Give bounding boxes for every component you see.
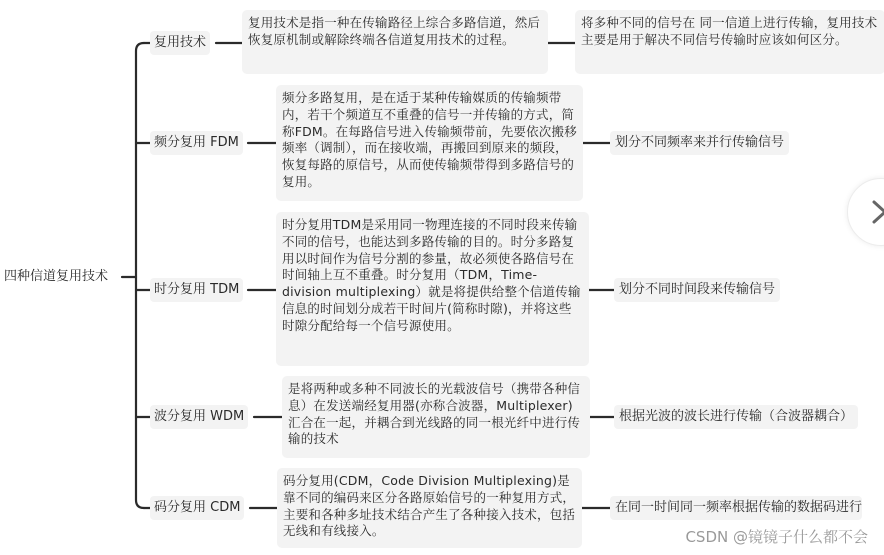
leaf-tdm[interactable]: 划分不同时间段来传输信号: [614, 278, 780, 302]
root-node[interactable]: 四种信道复用技术: [4, 269, 109, 284]
desc-fdm[interactable]: 频分多路复用，是在适于某种传输媒质的传输频带内，若干个频道互不重叠的信号一并传输的方式，简称FDM。在每路信号进入传输频带前，先要依次搬移频率（调制），而在接收端，再搬回到原来的频段，恢复每路的原信号，从而使传输频带得到多路信号的复用。: [276, 85, 583, 201]
next-nav-button[interactable]: [847, 178, 884, 246]
branch-fdm[interactable]: 频分复用 FDM: [150, 131, 243, 155]
branch-tdm[interactable]: 时分复用 TDM: [150, 278, 243, 302]
branch-cdm[interactable]: 码分复用 CDM: [150, 496, 244, 520]
desc-wdm[interactable]: 是将两种或多种不同波长的光载波信号（携带各种信息）在发送端经复用器(亦称合波器，Multiplexer)汇合在一起，并耦合到光线路的同一根光纤中进行传输的技术: [282, 376, 590, 458]
desc-tdm[interactable]: 时分复用TDM是采用同一物理连接的不同时段来传输不同的信号，也能达到多路传输的目的。时分多路复用以时间作为信号分割的参量，故必须使各路信号在时间轴上互不重叠。时分复用（TDM，Time-division multiplexing）就是将提供给整个信道传输信息的时间划分成若干时间片(简称时隙)，并将这些时隙分配给每一个信号源使用。: [276, 212, 589, 366]
desc-multiplexing[interactable]: 复用技术是指一种在传输路径上综合多路信道，然后恢复原机制或解除终端各信道复用技术的过程。: [242, 10, 548, 74]
leaf-multiplexing[interactable]: 将多种不同的信号在 同一信道上进行传输，复用技术主要是用于解决不同信号传输时应该如何区分。: [575, 10, 884, 74]
branch-wdm[interactable]: 波分复用 WDM: [150, 405, 248, 429]
desc-cdm[interactable]: 码分复用(CDM，Code Division Multiplexing)是靠不同的编码来区分各路原始信号的一种复用方式，主要和各种多址技术结合产生了各种接入技术，包括无线和有线接入。: [277, 468, 582, 548]
leaf-wdm[interactable]: 根据光波的波长进行传输（合波器耦合）: [614, 405, 858, 429]
branch-multiplexing[interactable]: 复用技术: [150, 31, 210, 55]
chevron-right-icon: [870, 199, 884, 225]
leaf-cdm[interactable]: 在同一时间同一频率根据传输的数据码进行: [610, 496, 862, 520]
watermark: CSDN @镜镜子什么都不会: [685, 528, 868, 546]
leaf-fdm[interactable]: 划分不同频率来并行传输信号: [610, 131, 789, 155]
